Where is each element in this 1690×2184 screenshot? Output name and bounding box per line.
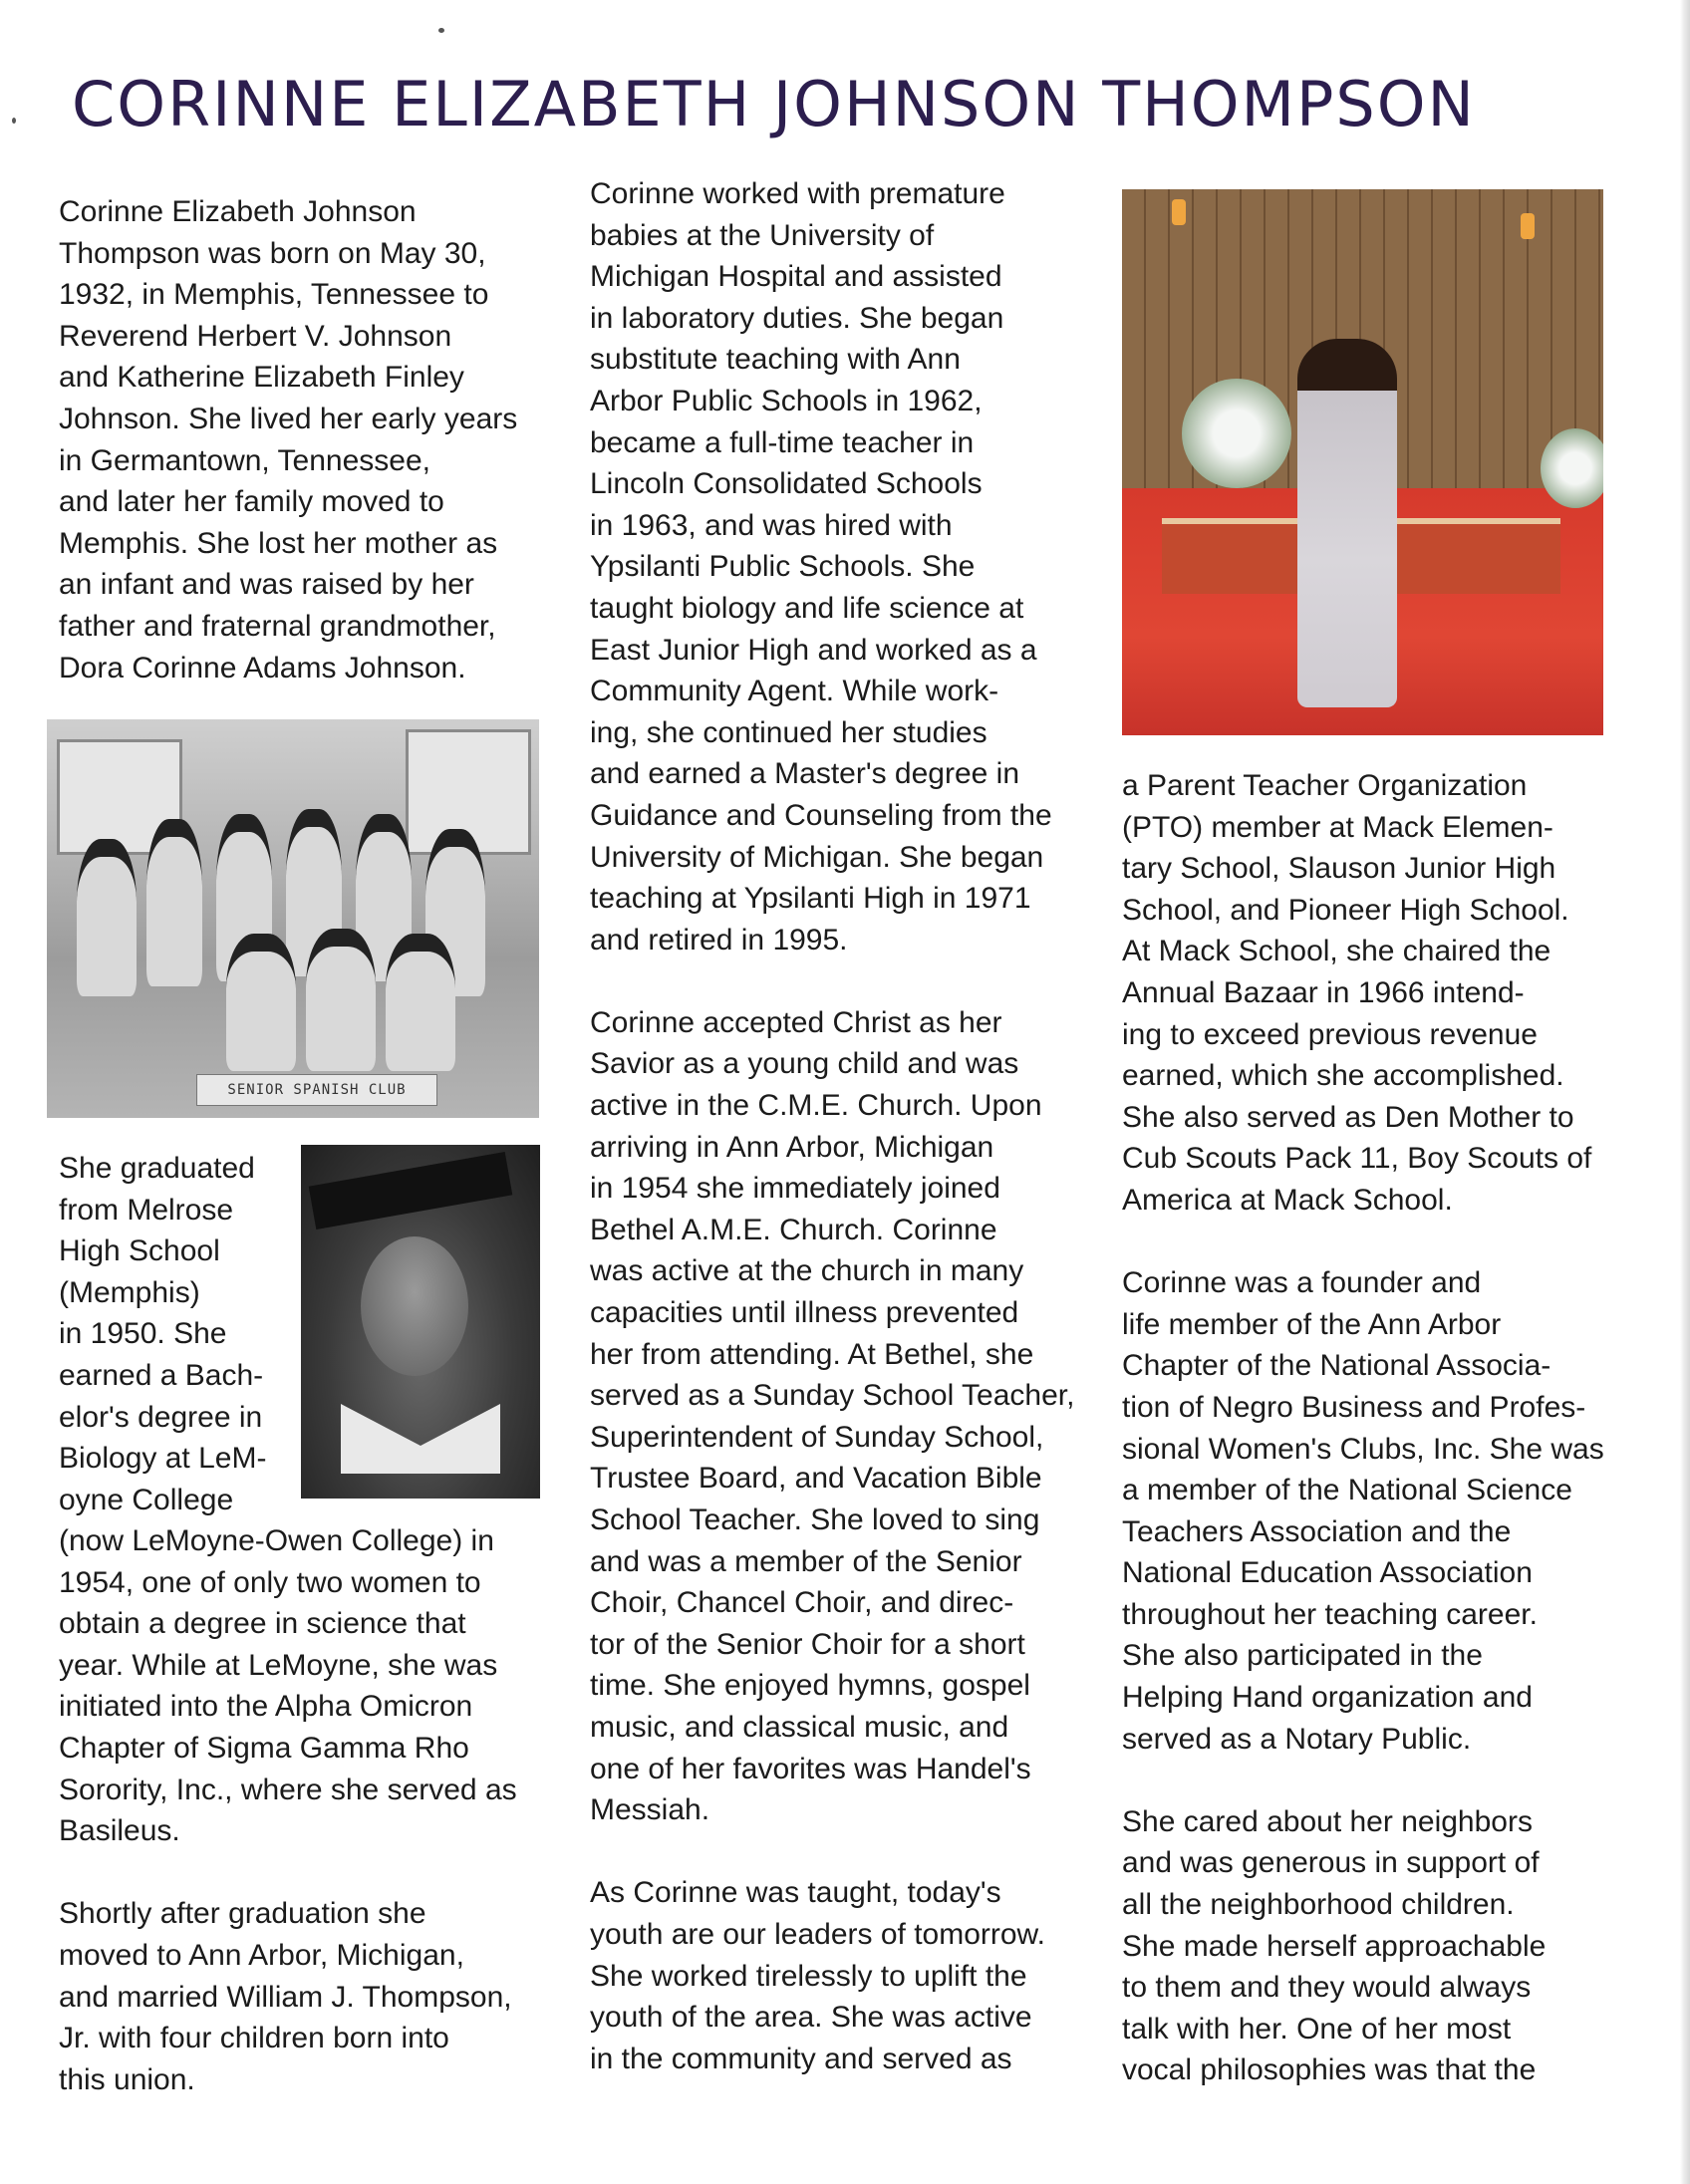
column-3: [1122, 765, 1630, 2091]
paragraph-neighbors: She cared about her neighbors and was generous in support of all the neighborhood children. She made herself approachable to them and they would always talk with her. One of her most vocal philosophies was that the: [1122, 1804, 1547, 2087]
paragraph-church: Corinne accepted Christ as her Savior as a young child and was active in the C.M.E. Church. Upon arriving in Ann Arbor, Michigan in 1954 she immediately joined Bethel A.M.E. Church. Corinne was active at the church in many capacities until illness prevented her from attending. At Bethel, she served as a Sunday School Teacher, Superintendent of Sunday School, Trustee Board, and Vacation Bible School Teacher. She loved to sing and was a member of the Senior Choir, Chancel Choir, and direc- tor of the Senior Choir for a short time. She enjoyed hymns, gospel music, and classical music, and one of her favorites was Handel's Messiah.: [590, 1005, 1075, 1827]
photo-figure: [306, 929, 376, 1071]
page-edge: [1680, 0, 1690, 2184]
paragraph-marriage: Shortly after graduation she moved to Ann Arbor, Michigan, and married William J. Thompson, Jr. with four children born into this union.: [59, 1897, 512, 2096]
paragraph-youth: As Corinne was taught, today's youth are our leaders of tomorrow. She worked tirelessly to uplift the youth of the area. She was active in the community and served as: [590, 1876, 1045, 2075]
paragraph-early-life: Corinne Elizabeth Johnson Thompson was born on May 30, 1932, in Memphis, Tennessee to Reverend Herbert V. Johnson and Katherine Elizabeth Finley Johnson. She lived her early years in Germantown, Tennessee, and later her family moved to Memphis. She lost her mother as an infant and was raised by her father and fraternal grandmother, Dora Corinne Adams Johnson.: [59, 195, 518, 684]
graduation-cap: [309, 1152, 513, 1229]
photo-caption: SENIOR SPANISH CLUB: [196, 1074, 437, 1106]
flower-arrangement: [1182, 379, 1291, 488]
paragraph-education-rest: (now LeMoyne-Owen College) in 1954, one of only two women to obtain a degree in science that year. While at LeMoyne, she was initiated into the Alpha Omicron Chapter of Sigma Gamma Rho Sorority, Inc., where she served as Basileus.: [59, 1524, 517, 1848]
church-altar-photo: [1122, 189, 1603, 735]
photo-figure: [77, 839, 137, 996]
photo-figure: [386, 934, 455, 1071]
column-1-lower: [59, 1520, 557, 2100]
portrait-collar: [341, 1404, 500, 1474]
flower-arrangement: [1541, 428, 1603, 508]
paragraph-organizations: Corinne was a founder and life member of the Ann Arbor Chapter of the National Associa- tion of Negro Business and Profes- sional Women's Clubs, Inc. She was a member of the National Science Teachers Association and the National Education Association throughout her teaching career. She also participated in the Helping Hand organization and served as a Notary Public.: [1122, 1266, 1604, 1756]
photo-figure: [146, 819, 202, 986]
woman-figure: [1297, 339, 1397, 707]
column-1-wrap: [59, 1148, 288, 1520]
church-lamp: [1521, 213, 1535, 239]
scan-speck: [12, 118, 16, 124]
portrait-face: [361, 1236, 468, 1376]
senior-spanish-club-photo: [47, 719, 539, 1118]
photo-figure: [226, 934, 296, 1071]
paragraph-education-wrap: She graduated from Melrose High School (Memphis) in 1950. She earned a Bach- elor's degree in Biology at LeM- oyne College: [59, 1152, 267, 1516]
column-2: [590, 173, 1098, 2079]
page-title: CORINNE ELIZABETH JOHNSON THOMPSON: [72, 68, 1476, 140]
paragraph-pto: a Parent Teacher Organization (PTO) member at Mack Elemen- tary School, Slauson Junior High School, and Pioneer High School. At Mack School, she chaired the Annual Bazaar in 1966 intend- ing to exceed previous revenue earned, which she accomplished. She also served as Den Mother to Cub Scouts Pack 11, Boy Scouts of America at Mack School.: [1122, 769, 1592, 1217]
scan-speck: [438, 28, 444, 33]
paragraph-career: Corinne worked with premature babies at the University of Michigan Hospital and assisted in laboratory duties. She began substitute teaching with Ann Arbor Public Schools in 1962, became a full-time teacher in Lincoln Consolidated Schools in 1963, and was hired with Ypsilanti Public Schools. She taught biology and life science at East Junior High and worked as a Community Agent. While work- ing, she continued her studies and earned a Master's degree in Guidance and Counseling from the University of Michigan. She began teaching at Ypsilanti High in 1971 and retired in 1995.: [590, 177, 1052, 956]
church-lamp: [1172, 199, 1186, 225]
graduation-portrait: [301, 1145, 540, 1499]
column-1: [59, 191, 547, 688]
